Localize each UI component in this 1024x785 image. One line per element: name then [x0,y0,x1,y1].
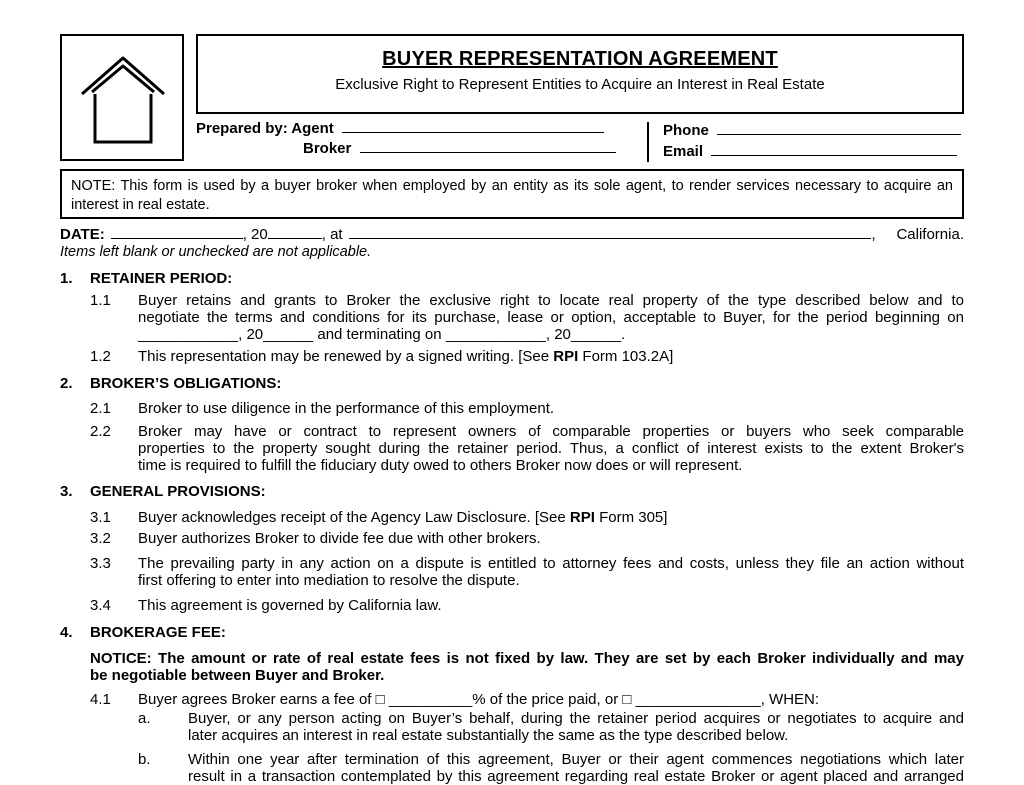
section-2-number: 2. [60,375,73,392]
section-4-number: 4. [60,624,73,641]
fee-notice-line: NOTICE: The amount or rate of real estate fees is not fixed by law. They are set by each Broker individually and may [90,650,964,667]
note-label: NOTE: [71,178,116,194]
para-4-1-a-line: later acquires an interest in real estate substantially the same as the type described below. [188,727,789,744]
broker-row [303,139,616,157]
para-2-2-line: time is required to fulfill the fiduciary duty owed to others Broker now does or will represent. [138,457,743,474]
para-3-3 [138,555,964,589]
section-4-title: BROKERAGE FEE: [90,624,226,641]
para-4-1-a [188,710,964,744]
para-3-1-text: Form 305] [594,509,668,526]
para-3-1 [138,509,667,526]
document-title: BUYER REPRESENTATION AGREEMENT [382,48,778,70]
note-box [60,169,964,219]
year-field[interactable] [268,225,322,239]
para-2-1: Broker to use diligence in the performance of this employment. [138,400,555,417]
para-1-1-line: Buyer retains and grants to Broker the exclusive right to locate real property of the type described below and to [138,292,964,309]
section-3-number: 3. [60,483,73,500]
para-3-2: Buyer authorizes Broker to divide fee due with other brokers. [138,530,541,547]
para-1-2-text: This representation may be renewed by a signed writing. [See [138,348,554,365]
para-4-1: Buyer agrees Broker earns a fee of □ __________% of the price paid, or □ _______________, WHEN: [138,691,820,708]
prepared-by-row [196,119,604,137]
date-row [60,225,964,243]
broker-label: Broker [303,140,352,157]
para-3-3-line: The prevailing party in any action on a dispute is entitled to attorney fees and costs, unless they file an action without [138,555,964,572]
para-2-2 [138,423,964,474]
fee-notice-line: be negotiable between Buyer and Broker. [90,667,385,684]
para-2-2-line: Broker may have or contract to represent owners of comparable properties or buyers who seek comparable [138,423,964,440]
email-row [663,142,957,160]
phone-row [663,121,961,139]
house-icon [78,54,168,146]
logo-box [60,34,184,161]
rpi-label: RPI [553,348,579,365]
document-subtitle: Exclusive Right to Represent Entities to Acquire an Interest in Real Estate [335,76,825,93]
para-2-2-number: 2.2 [90,423,111,440]
title-box [196,34,964,114]
email-field[interactable] [711,142,957,156]
para-3-3-line: first offering to enter into mediation to resolve the dispute. [138,572,520,589]
para-2-1-number: 2.1 [90,400,111,417]
para-4-1-b-line: result in a transaction contemplated by this agreement regarding real estate Broker or agent placed and arranged [188,768,964,785]
broker-field[interactable] [360,139,616,153]
note-text: This form is used by a buyer broker when employed by an entity as its sole agent, to render services necessary to acquire an interest in real estate. [71,178,953,213]
para-3-2-number: 3.2 [90,530,111,547]
date-field[interactable] [111,225,243,239]
location-field[interactable] [349,225,872,239]
para-1-1-line: negotiate the terms and conditions for its purchase, lease or option, acceptable to Buyer, for the period beginning on [138,309,964,326]
divider [647,122,649,162]
agent-field[interactable] [342,119,604,133]
section-1-number: 1. [60,270,73,287]
fee-notice [90,650,964,684]
phone-label: Phone [663,122,709,139]
section-3-title: GENERAL PROVISIONS: [90,483,266,500]
para-3-4: This agreement is governed by California law. [138,597,442,614]
para-1-2 [138,348,673,365]
para-1-1-line: ____________, 20______ and terminating on ____________, 20______. [138,326,626,343]
para-4-1-b [188,751,964,785]
rpi-label: RPI [569,509,595,526]
para-1-1 [138,292,964,343]
para-4-1-a-line: Buyer, or any person acting on Buyer’s behalf, during the retainer period acquires or negotiates to acquire and [188,710,964,727]
para-2-2-line: properties to the property sought during the retainer period. Thus, a conflict of interest exists to the extent Broker's [138,440,964,457]
para-3-3-number: 3.3 [90,555,111,572]
para-3-1-text: Buyer acknowledges receipt of the Agency Law Disclosure. [See [138,509,570,526]
para-1-2-text: Form 103.2A] [578,348,674,365]
email-label: Email [663,143,704,160]
section-2-title: BROKER’S OBLIGATIONS: [90,375,282,392]
blank-note: Items left blank or unchecked are not applicable. [60,244,372,260]
para-4-1-b-letter: b. [138,751,151,768]
section-1-title: RETAINER PERIOD: [90,270,233,287]
prepared-by-label: Prepared by: Agent [196,120,334,137]
phone-field[interactable] [717,121,961,135]
para-4-1-number: 4.1 [90,691,111,708]
para-4-1-b-line: Within one year after termination of this agreement, Buyer or their agent commences negotiations which later [188,751,964,768]
para-4-1-a-letter: a. [138,710,151,727]
date-year-prefix: , 20 [242,226,268,243]
para-3-4-number: 3.4 [90,597,111,614]
para-1-1-number: 1.1 [90,292,111,309]
date-at: , at [321,226,343,243]
para-3-1-number: 3.1 [90,509,111,526]
date-state: , California. [871,226,964,243]
para-1-2-number: 1.2 [90,348,111,365]
date-label: DATE: [60,226,105,243]
